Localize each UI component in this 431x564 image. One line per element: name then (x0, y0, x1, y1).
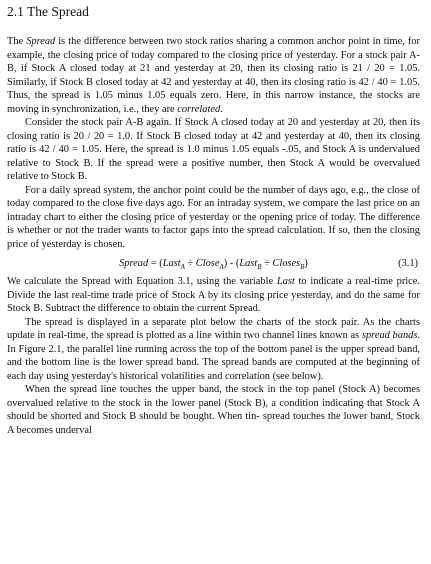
eq-symbol: ) (304, 258, 308, 269)
paragraph-4 (7, 275, 420, 316)
equation-number: (3.1) (398, 258, 418, 269)
text-run: to indicate a real-time price. Divide the last real-time trade price of Stock A by its closing price yesterday, and do the same for Stock B. Subtract the difference to obtain the current Spread. (7, 276, 420, 314)
text-run: . (220, 103, 223, 115)
paragraph-2: Consider the stock pair A-B again. If Stock A closed today at 20 and yesterday at 20, then its closing ratio is 20 / 20 = 1.0. If Stock B closed today at 42 and yesterday at 40, then its closing ratio is 42 / 40 = 1.05. Here, the spread is 1.0 minus 1.05 equals -.05, and Stock A is undervalued relative to Stock B. If the spread were a positive number, then Stock A would be overvalued relative to Stock B. (7, 117, 420, 182)
paragraph-6: When the spread line touches the upper band, the stock in the top panel (Stock A) becomes overvalued relative to the stock in the lower panel (Stock B), a condition indicating that Stock A should be shorted and Stock B should be bought. When tin- spread touches the lower band, Stock A becomes underval (7, 384, 420, 436)
term-spread: Spread (26, 36, 56, 47)
eq-symbol: ) - ( (223, 258, 240, 269)
equation-body (7, 255, 420, 273)
text-run: . In Figure 2.1, the parallel line running across the top of the bottom panel is the upper spread band, and the bottom line is the lower spread band. The spread bands are computed at the beginning of each day using yesterday's historical volatilities and correlation (see below). (7, 330, 420, 382)
text-run: The (7, 36, 27, 47)
eq-sub: B (257, 263, 262, 272)
term-correlated: correlated (177, 103, 221, 115)
equation-3-1 (7, 255, 420, 273)
text-run: is the difference between two stock ratios sharing a common anchor point in time, for example, the closing price of today compared to the closing price of yesterday. For a stock pair A-B, if Stock A closed today at 21 and yesterday at 20, then its closing ratio is 21 / 20 = 1.05. Similarly, if Stock B closed today at 42 and yesterday at 40, then its closing ratio is 42 / 40 = 1.05. Thus, the spread is 1.05 minus 1.05 equals zero. Here, in this narrow instance, the stocks are moving in synchronization, i.e., they are (7, 36, 420, 115)
text-run: The spread is displayed in a separate plot below the charts of the stock pair. As the charts update in real-time, the spread is plotted as a line within two channel lines known as (7, 316, 420, 341)
eq-sub: B (300, 263, 305, 272)
eq-symbol: ÷ (184, 258, 196, 269)
paragraph-5 (7, 316, 420, 384)
paragraph-3: For a daily spread system, the anchor point could be the number of days ago, e.g., the close of today compared to the close five days ago. For an intraday system, we compare the last price on an intraday chart to either the closing price of yesterday or the opening price of today. The difference is whether or not the trader wants to factor gaps into the spread calculation. If so, then the closing price of yesterday is chosen. (7, 184, 420, 250)
eq-sub: A (180, 263, 185, 272)
eq-close-b: Closes (272, 258, 301, 269)
paragraph-1 (7, 35, 420, 116)
eq-last-b: Last (239, 258, 258, 269)
eq-symbol: = ( (148, 258, 163, 269)
eq-symbol: ÷ (261, 258, 273, 269)
eq-lhs: Spread (119, 258, 149, 269)
text-run: We calculate the Spread with Equation 3.1, using the variable (7, 276, 277, 287)
term-spread-bands: spread bands (361, 330, 418, 341)
section-heading: 2.1 The Spread (7, 4, 89, 19)
eq-close-a: Close (195, 258, 220, 269)
eq-last-a: Last (162, 258, 181, 269)
eq-sub: A (219, 263, 224, 272)
term-last: Last (276, 276, 295, 287)
